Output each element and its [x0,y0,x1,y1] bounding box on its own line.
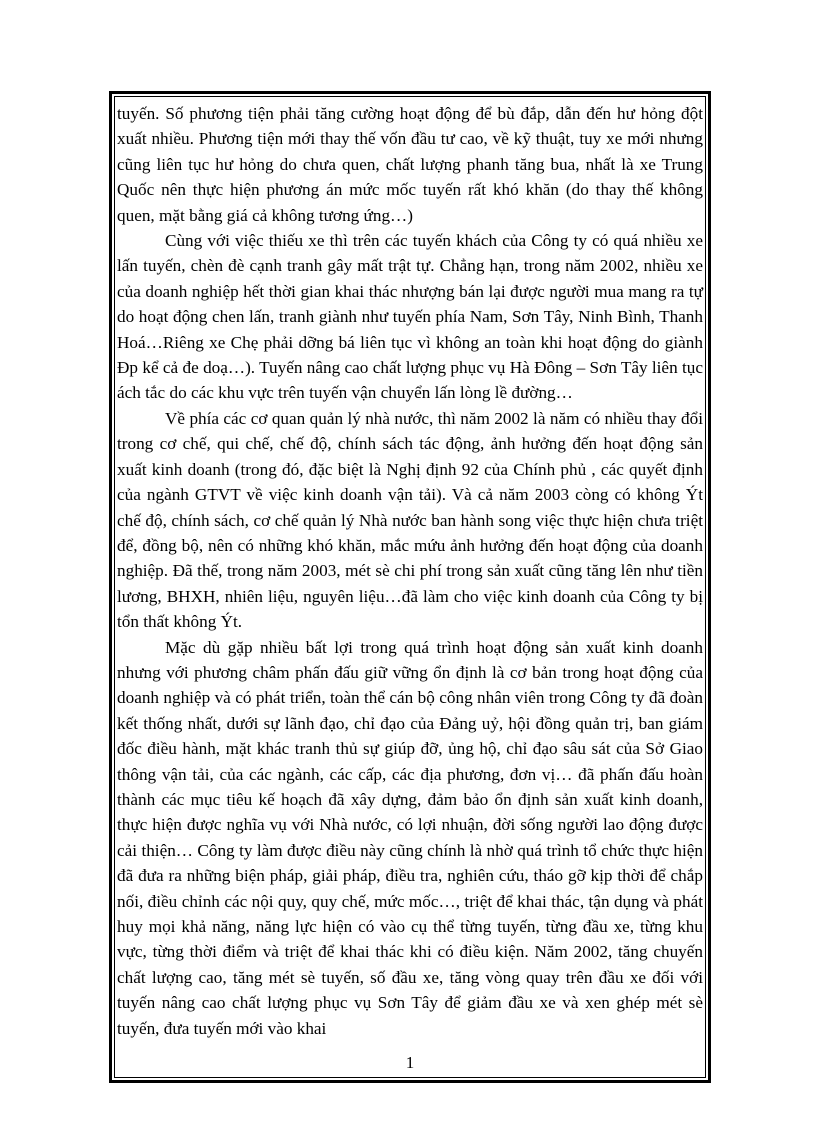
paragraph-3: Về phía các cơ quan quản lý nhà nước, thì năm 2002 là năm có nhiều thay đổi trong cơ chế, qui chế, chế độ, chính sách tác động, ảnh hưởng đến hoạt động sản xuất kinh doanh (trong đó, đặc biệt là Nghị định 92 của Chính phủ , các quyết định của ngành GTVT về việc kinh doanh vận tải). Và cả năm 2003 còng có không Ýt chế độ, chính sách, cơ chế quản lý Nhà nước ban hành song việc thực hiện chưa triệt để, đồng bộ, nên có những khó khăn, mắc mứu ảnh hưởng đến hoạt động của doanh nghiệp. Đã thế, trong năm 2003, mét sè chi phí trong sản xuất cũng tăng lên như tiền lương, BHXH, nhiên liệu, nguyên liệu…đã làm cho việc kinh doanh của Công ty bị tổn thất không Ýt. [117,408,703,632]
page-number: 1 [405,1053,415,1072]
paragraph-4: Mặc dù gặp nhiều bất lợi trong quá trình hoạt động sản xuất kinh doanh nhưng với phương châm phấn đấu giữ vững ổn định là cơ bản trong hoạt động của doanh nghiệp và có phát triển, toàn thể cán bộ công nhân viên trong Công ty đã đoàn kết thống nhất, dưới sự lãnh đạo, chỉ đạo của Đảng uỷ, hội đồng quản trị, ban giám đốc điều hành, mặt khác tranh thủ sự giúp đỡ, ủng hộ, chỉ đạo sâu sát của Sở Giao thông vận tải, của các ngành, các cấp, các địa phương, đơn vị… đã phấn đấu hoàn thành các mục tiêu kế hoạch đã xây dựng, đảm bảo ổn định sản xuất kinh doanh, thực hiện được nghĩa vụ với Nhà nước, có lợi nhuận, đời sống người lao động được cải thiện… Công ty làm được điều này cũng chính là nhờ quá trình tổ chức thực hiện đã đưa ra những biện pháp, giải pháp, điều tra, nghiên cứu, tháo gỡ kịp thời để chắp nối, điều chỉnh các nội quy, quy chế, mức mốc…, triệt để khai thác, tận dụng và phát huy mọi khả năng, năng lực hiện có vào cụ thể từng tuyến, từng đầu xe, từng khu vực, từng thời điểm và triệt để khai thác khi có điều kiện. Năm 2002, tăng chuyến chất lượng cao, tăng mét sè tuyến, số đầu xe, tăng vòng quay trên đầu xe đối với tuyến nâng cao chất lượng phục vụ Sơn Tây để giảm đầu xe và xen ghép mét sè tuyến, đưa tuyến mới vào khai [117,637,703,1038]
paragraph-1: tuyến. Số phương tiện phải tăng cường hoạt động để bù đắp, dẫn đến hư hỏng đột xuất nhiều. Phương tiện mới thay thế vốn đầu tư cao, về kỹ thuật, tuy xe mới nhưng cũng liên tục hư hỏng do chưa quen, chất lượng phanh tăng bua, nhất là xe Trung Quốc nên thực hiện phương án mức mốc tuyến rất khó khăn (do thay thế không quen, mặt bằng giá cả không tương ứng…) [117,104,703,225]
paragraph-2: Cùng với việc thiếu xe thì trên các tuyến khách của Công ty có quá nhiều xe lấn tuyến, chèn đè cạnh tranh gây mất trật tự. Chẳng hạn, trong năm 2002, nhiều xe của doanh nghiệp hết thời gian khai thác nhượng bán lại được người mua mang ra tự do hoạt động chen lấn, tranh giành như tuyến phía Nam, Sơn Tây, Ninh Bình, Thanh Hoá…Riêng xe Chẹ phải dỡng bá liên tục vì không an toàn khi hoạt động do giành Đp kể cả đe doạ…). Tuyến nâng cao chất lượng phục vụ Hà Đông – Sơn Tây liên tục ách tắc do các khu vực trên tuyến vận chuyển lấn lòng lề đường… [117,231,703,403]
document-body [117,101,703,1041]
